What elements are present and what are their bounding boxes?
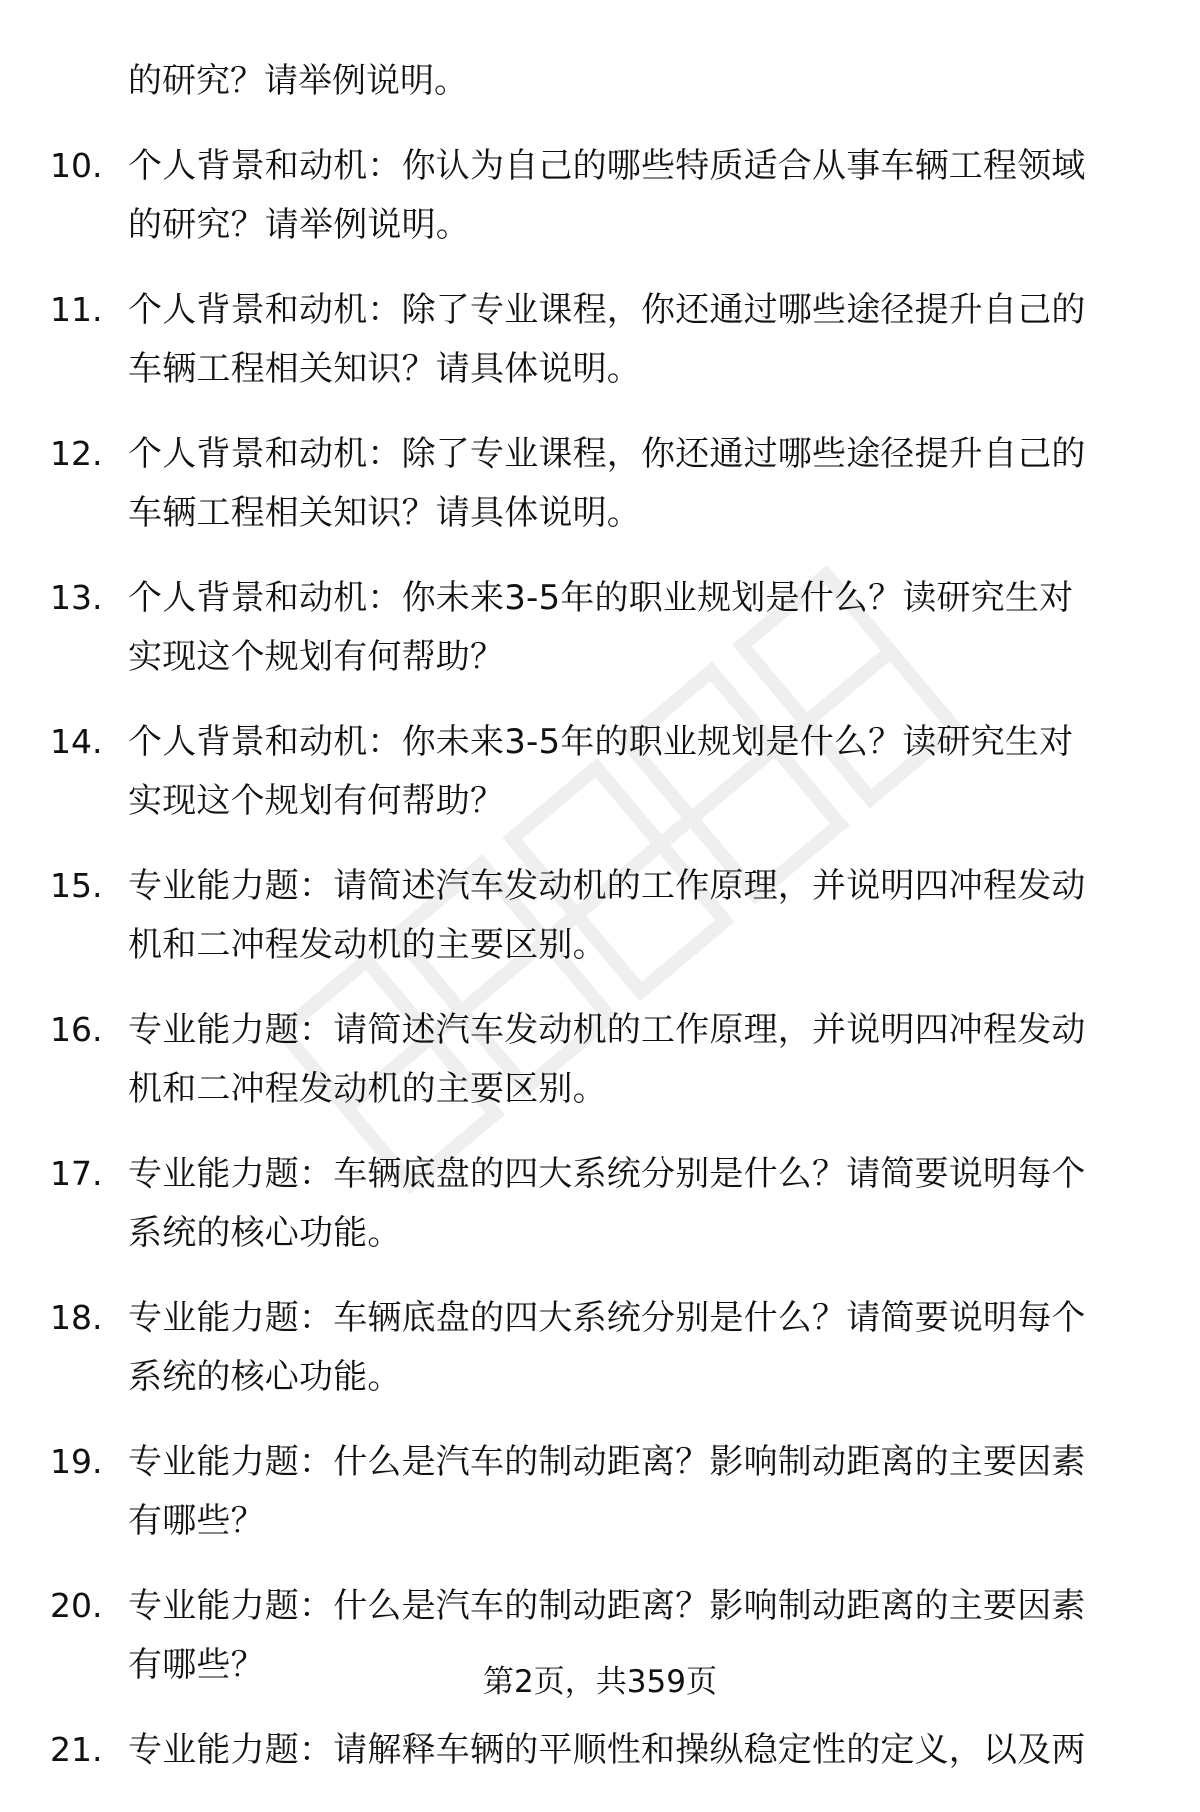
question-text-line: 个人背景和动机：你未来3-5年的职业规划是什么？读研究生对 [128,578,1074,618]
question-item [50,287,1160,392]
question-text [128,287,1160,392]
question-text-line: 个人背景和动机：你未来3-5年的职业规划是什么？读研究生对 [128,722,1074,762]
question-item [50,143,1160,248]
question-text-line: 实现这个规划有何帮助？ [128,781,505,821]
question-item [50,1151,1160,1256]
question-text-line: 实现这个规划有何帮助？ [128,637,505,677]
question-text-line: 专业能力题：请解释车辆的平顺性和操纵稳定性的定义，以及两 [128,1730,1086,1770]
question-text [128,1151,1160,1256]
question-item [50,1727,1160,1773]
question-text-line: 机和二冲程发动机的主要区别。 [128,1069,607,1109]
question-text-line: 有哪些？ [128,1501,265,1541]
question-item [50,1295,1160,1400]
question-item [50,431,1160,536]
question-item [50,575,1160,680]
question-number: 13. [50,578,103,617]
question-text [128,575,1160,680]
question-text [128,1007,1160,1112]
question-text-line: 车辆工程相关知识？请具体说明。 [128,349,641,389]
question-number: 14. [50,722,103,761]
question-text-line: 专业能力题：请简述汽车发动机的工作原理，并说明四冲程发动 [128,1010,1086,1050]
question-number: 21. [50,1730,103,1769]
question-text-line: 系统的核心功能。 [128,1357,402,1397]
continued-text: 的研究？请举例说明。 [128,61,468,101]
question-number: 11. [50,290,103,329]
question-text [128,719,1160,824]
question-text-line: 机和二冲程发动机的主要区别。 [128,925,607,965]
question-text [128,863,1160,968]
question-number: 19. [50,1442,103,1481]
question-number: 17. [50,1154,103,1193]
question-number: 20. [50,1586,103,1625]
question-number: 12. [50,434,103,473]
question-text-line: 专业能力题：什么是汽车的制动距离？影响制动距离的主要因素 [128,1442,1086,1482]
question-list [50,58,1160,1812]
question-text-line: 有哪些？ [128,1645,265,1685]
question-text [128,143,1160,248]
question-item [50,719,1160,824]
question-number: 16. [50,1010,103,1049]
question-text-line: 的研究？请举例说明。 [128,205,470,245]
question-text-line: 车辆工程相关知识？请具体说明。 [128,493,641,533]
question-text-line: 专业能力题：什么是汽车的制动距离？影响制动距离的主要因素 [128,1586,1086,1626]
question-item [50,1007,1160,1112]
page-footer: 第2页，共359页 [483,1664,717,1700]
question-text-line: 专业能力题：车辆底盘的四大系统分别是什么？请简要说明每个 [128,1298,1086,1338]
question-text-line: 系统的核心功能。 [128,1213,402,1253]
question-number: 15. [50,866,103,905]
question-item [50,1439,1160,1544]
question-number: 18. [50,1298,103,1337]
question-text [128,431,1160,536]
question-text-line: 专业能力题：车辆底盘的四大系统分别是什么？请简要说明每个 [128,1154,1086,1194]
question-text-line: 个人背景和动机：你认为自己的哪些特质适合从事车辆工程领域 [128,146,1086,186]
question-item [50,863,1160,968]
question-text-line: 个人背景和动机：除了专业课程，你还通过哪些途径提升自己的 [128,434,1086,474]
question-number: 10. [50,146,103,185]
question-text [128,1727,1160,1773]
question-text-line: 个人背景和动机：除了专业课程，你还通过哪些途径提升自己的 [128,290,1086,330]
question-text-line: 专业能力题：请简述汽车发动机的工作原理，并说明四冲程发动 [128,866,1086,906]
question-text [128,1295,1160,1400]
question-text [128,1439,1160,1544]
